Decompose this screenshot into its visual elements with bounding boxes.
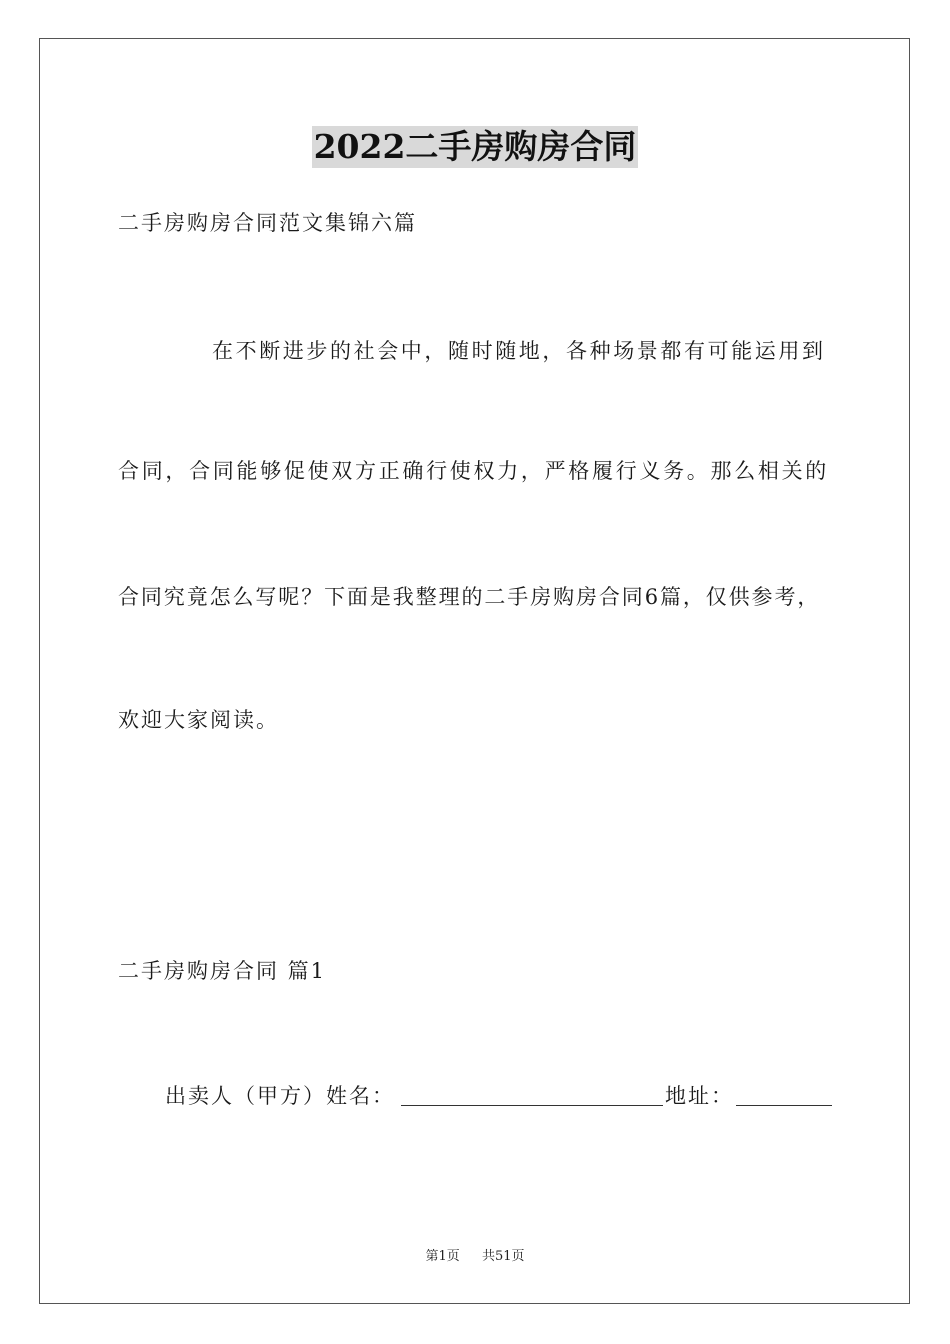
document-title: 2022二手房购房合同: [313, 127, 637, 166]
intro-paragraph-line-2: 合同，合同能够促使双方正确行使权力，严格履行义务。那么相关的: [118, 459, 829, 483]
intro-paragraph-line-4: 欢迎大家阅读。: [118, 708, 279, 732]
seller-address-label: 地址：: [665, 1084, 734, 1108]
seller-name-blank: [401, 1083, 663, 1106]
title-container: [0, 126, 950, 168]
page-number: 第1页: [425, 1249, 460, 1264]
page-footer: [0, 1248, 950, 1266]
seller-address-blank: [736, 1083, 832, 1106]
document-subtitle: 二手房购房合同范文集锦六篇: [118, 211, 417, 235]
seller-name-label: 出卖人（甲方）姓名：: [165, 1084, 395, 1108]
intro-paragraph-line-1: 在不断进步的社会中，随时随地，各种场景都有可能运用到: [212, 339, 826, 363]
section-heading: 二手房购房合同 篇1: [118, 959, 327, 983]
seller-info-row: [165, 1082, 832, 1110]
page-total: 共51页: [482, 1249, 525, 1264]
intro-paragraph-line-3: 合同究竟怎么写呢？下面是我整理的二手房购房合同6篇，仅供参考，: [118, 585, 821, 609]
